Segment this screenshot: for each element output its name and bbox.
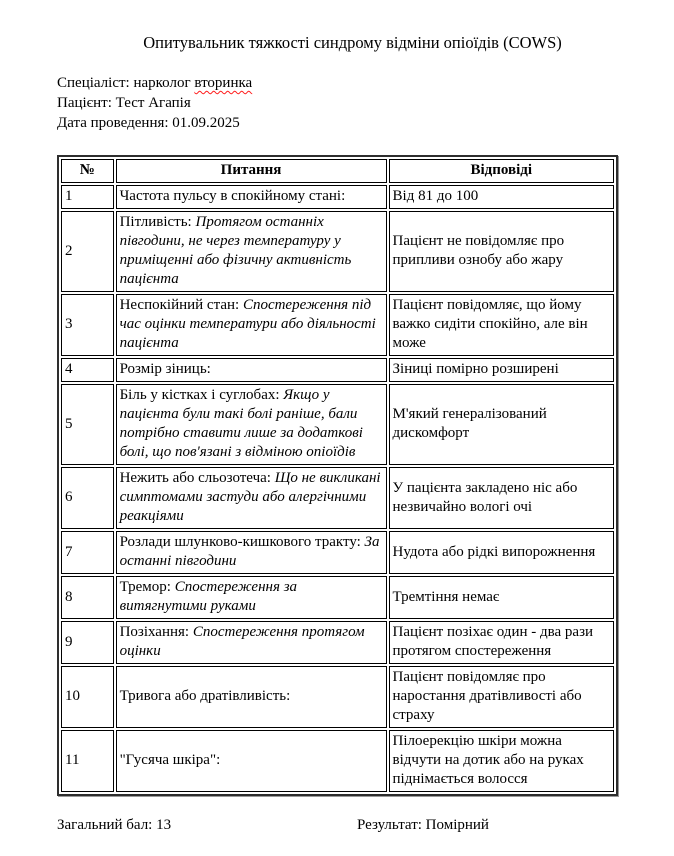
date-line: Дата проведення: 01.09.2025 <box>57 115 240 131</box>
answer-cell <box>389 621 614 664</box>
table-row <box>61 531 614 574</box>
answer-cell <box>389 384 614 465</box>
row-number: 1 <box>65 188 73 204</box>
answer-cell <box>389 467 614 529</box>
question-cell <box>116 666 387 728</box>
answer-cell <box>389 730 614 792</box>
total-score-value: 13 <box>156 817 172 833</box>
answer-text: Пілоерекцію шкіри можна відчути на дотик або на руках піднімається волосся <box>392 733 584 787</box>
answer-text: М'який генералізований дискомфорт <box>392 406 547 441</box>
answer-text: Зіниці помірно розширені <box>392 361 559 377</box>
specialist-text: Спеціаліст: нарколог <box>57 75 191 91</box>
question-cell <box>116 576 387 619</box>
header-question: Питання <box>116 159 387 183</box>
specialist-flagged-word: вторинка <box>194 75 253 91</box>
cows-table <box>57 155 618 796</box>
row-number: 7 <box>65 543 73 560</box>
row-number-cell <box>61 358 114 382</box>
answer-text: Тремтіння немає <box>392 588 500 605</box>
question-note: Спостереження під час оцінки температури або діяльності пацієнта <box>119 297 376 351</box>
question-lead: Пітливість: <box>119 214 192 230</box>
question-lead: Біль у кістках і суглобах: <box>119 387 280 403</box>
answer-text: Пацієнт позіхає один - два рази протягом спостереження <box>392 624 594 659</box>
row-number-cell <box>61 185 114 209</box>
patient-line: Пацієнт: Тест Агапія <box>57 95 191 111</box>
question-note: Що не викликані симптомами застуди або алергічними реакціями <box>119 470 381 524</box>
question-cell <box>116 294 387 356</box>
row-number: 11 <box>65 752 80 768</box>
table-row <box>61 621 614 664</box>
table-row <box>61 467 614 529</box>
question-lead: "Гусяча шкіра": <box>119 752 221 768</box>
question-note: Спостереження протягом оцінки <box>119 624 365 659</box>
answer-cell <box>389 185 614 209</box>
question-lead: Неспокійний стан: <box>119 297 240 313</box>
table-row <box>61 730 614 792</box>
page-title: Опитувальник тяжкості синдрому відміни опіоїдів (COWS) <box>143 33 562 52</box>
result <box>357 815 489 835</box>
table-row <box>61 294 614 356</box>
question-lead: Розлади шлунково-кишкового тракту: <box>119 534 361 550</box>
question-cell <box>116 531 387 574</box>
row-number: 8 <box>65 588 73 605</box>
result-label: Результат: <box>357 817 422 833</box>
question-cell <box>116 358 387 382</box>
question-lead: Тривога або дратівливість: <box>119 688 291 704</box>
row-number-cell <box>61 531 114 574</box>
question-note: Спостереження за витягнутими руками <box>119 579 298 614</box>
answer-text: У пацієнта закладено ніс або незвичайно вологі очі <box>392 479 578 515</box>
question-cell <box>116 467 387 529</box>
table-row <box>61 666 614 728</box>
row-number: 9 <box>65 633 73 650</box>
specialist-line <box>57 73 618 93</box>
row-number: 10 <box>65 688 80 704</box>
question-lead: Нежить або сльозотеча: <box>119 470 271 486</box>
question-note: Протягом останніх півгодини, не через температуру у приміщенні або фізичну активність пацієнта <box>119 214 352 287</box>
table-row <box>61 384 614 465</box>
row-number: 2 <box>65 242 73 259</box>
question-lead: Частота пульсу в спокійному стані: <box>119 188 346 204</box>
answer-text: Пацієнт повідомляє про наростання дратівливості або страху <box>392 669 582 723</box>
total-score-label: Загальний бал: <box>57 817 153 833</box>
answer-text: Від 81 до 100 <box>392 188 479 204</box>
answer-cell <box>389 358 614 382</box>
answer-cell <box>389 211 614 292</box>
table-row <box>61 576 614 619</box>
row-number-cell <box>61 211 114 292</box>
question-cell <box>116 384 387 465</box>
info-block <box>57 73 618 133</box>
table-header <box>61 159 614 183</box>
row-number-cell <box>61 384 114 465</box>
row-number: 3 <box>65 316 73 332</box>
row-number-cell <box>61 467 114 529</box>
answer-text: Пацієнт не повідомляє про припливи ознобу або жару <box>392 233 565 268</box>
question-lead: Розмір зіниць: <box>119 361 211 377</box>
row-number-cell <box>61 666 114 728</box>
result-value: Помірний <box>425 817 489 833</box>
answer-cell <box>389 531 614 574</box>
row-number: 6 <box>65 489 73 505</box>
row-number: 4 <box>65 361 73 377</box>
question-cell <box>116 185 387 209</box>
total-score <box>57 815 357 835</box>
row-number-cell <box>61 730 114 792</box>
header-number: № <box>61 159 114 183</box>
table-row <box>61 185 614 209</box>
summary-footer <box>57 815 618 835</box>
question-lead: Тремор: <box>119 579 171 595</box>
answer-cell <box>389 666 614 728</box>
answer-cell <box>389 294 614 356</box>
table-row <box>61 358 614 382</box>
question-cell <box>116 211 387 292</box>
table-row <box>61 211 614 292</box>
answer-cell <box>389 576 614 619</box>
question-note: За останні півгодини <box>119 534 380 569</box>
row-number-cell <box>61 294 114 356</box>
cows-table-body <box>61 185 614 792</box>
question-note: Якщо у пацієнта були такі болі раніше, бали потрібно ставити лише за додаткові болі, що пов'язані з відміною опіоїдів <box>119 387 363 460</box>
question-cell <box>116 730 387 792</box>
question-cell <box>116 621 387 664</box>
answer-text: Пацієнт повідомляє, що йому важко сидіти спокійно, але він може <box>392 297 588 351</box>
row-number: 5 <box>65 415 73 432</box>
question-lead: Позіхання: <box>119 624 190 640</box>
table-header-row <box>61 159 614 183</box>
answer-text: Нудота або рідкі випорожнення <box>392 543 596 560</box>
row-number-cell <box>61 576 114 619</box>
row-number-cell <box>61 621 114 664</box>
header-answer: Відповіді <box>389 159 614 183</box>
